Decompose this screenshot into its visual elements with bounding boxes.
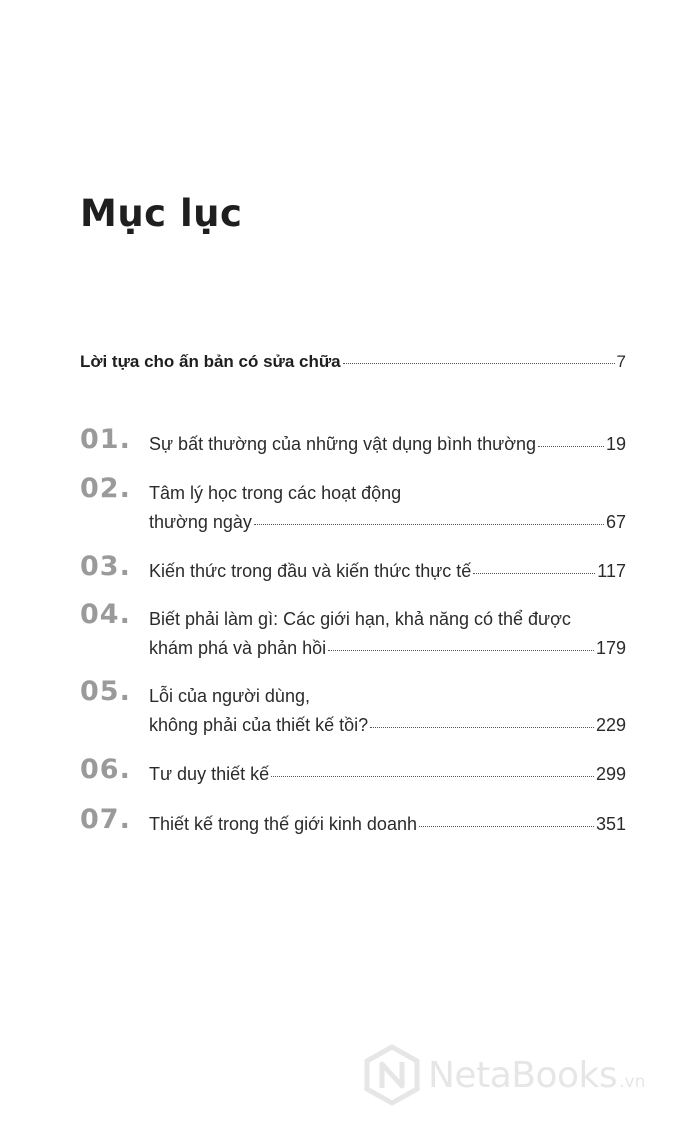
chapter-title: Thiết kế trong thế giới kinh doanh <box>149 814 417 834</box>
chapter-page-number: 67 <box>605 512 626 532</box>
toc-entry-preface[interactable] <box>80 352 626 372</box>
chapter-title: Sự bất thường của những vật dụng bình thường <box>149 434 537 454</box>
chapter-title-line-2: thường ngày <box>149 512 252 532</box>
chapter-title-line-2: khám phá và phản hồi <box>149 638 327 658</box>
dot-leader <box>328 650 594 651</box>
chapter-number: 01. <box>80 424 131 455</box>
chapter-number: 04. <box>80 599 131 630</box>
chapter-title-line-2: không phải của thiết kế tồi? <box>149 715 369 735</box>
chapter-number: 07. <box>80 804 131 835</box>
chapter-title: Tư duy thiết kế <box>149 764 270 784</box>
netabooks-watermark <box>364 1044 645 1106</box>
chapter-number: 06. <box>80 754 131 785</box>
chapter-page-number: 117 <box>597 561 626 581</box>
dot-leader <box>343 363 615 364</box>
chapter-number: 05. <box>80 676 131 707</box>
chapter-page-number: 19 <box>605 434 626 454</box>
chapter-title: Kiến thức trong đầu và kiến thức thực tế <box>149 561 472 581</box>
dot-leader <box>473 573 595 574</box>
page-title: Mục lục <box>80 192 243 235</box>
dot-leader <box>538 446 604 447</box>
chapter-title-line-1: Tâm lý học trong các hoạt động <box>149 483 402 503</box>
chapter-page-number: 229 <box>595 715 626 735</box>
chapter-number: 02. <box>80 473 131 504</box>
dot-leader <box>370 727 594 728</box>
chapter-page-number: 179 <box>595 638 626 658</box>
preface-page-number: 7 <box>616 352 626 371</box>
chapter-title-line-1: Lỗi của người dùng, <box>149 686 310 706</box>
chapter-page-number: 299 <box>595 764 626 784</box>
dot-leader <box>271 776 594 777</box>
chapter-page-number: 351 <box>595 814 626 834</box>
dot-leader <box>419 826 594 827</box>
preface-label: Lời tựa cho ấn bản có sửa chữa <box>80 352 341 371</box>
dot-leader <box>254 524 604 525</box>
chapter-title-line-1: Biết phải làm gì: Các giới hạn, khả năng có thể được <box>149 609 571 629</box>
watermark-name: NetaBooks <box>428 1054 618 1096</box>
chapter-number: 03. <box>80 551 131 582</box>
hexagon-n-logo-icon <box>364 1044 420 1106</box>
watermark-tld: .vn <box>619 1072 646 1092</box>
